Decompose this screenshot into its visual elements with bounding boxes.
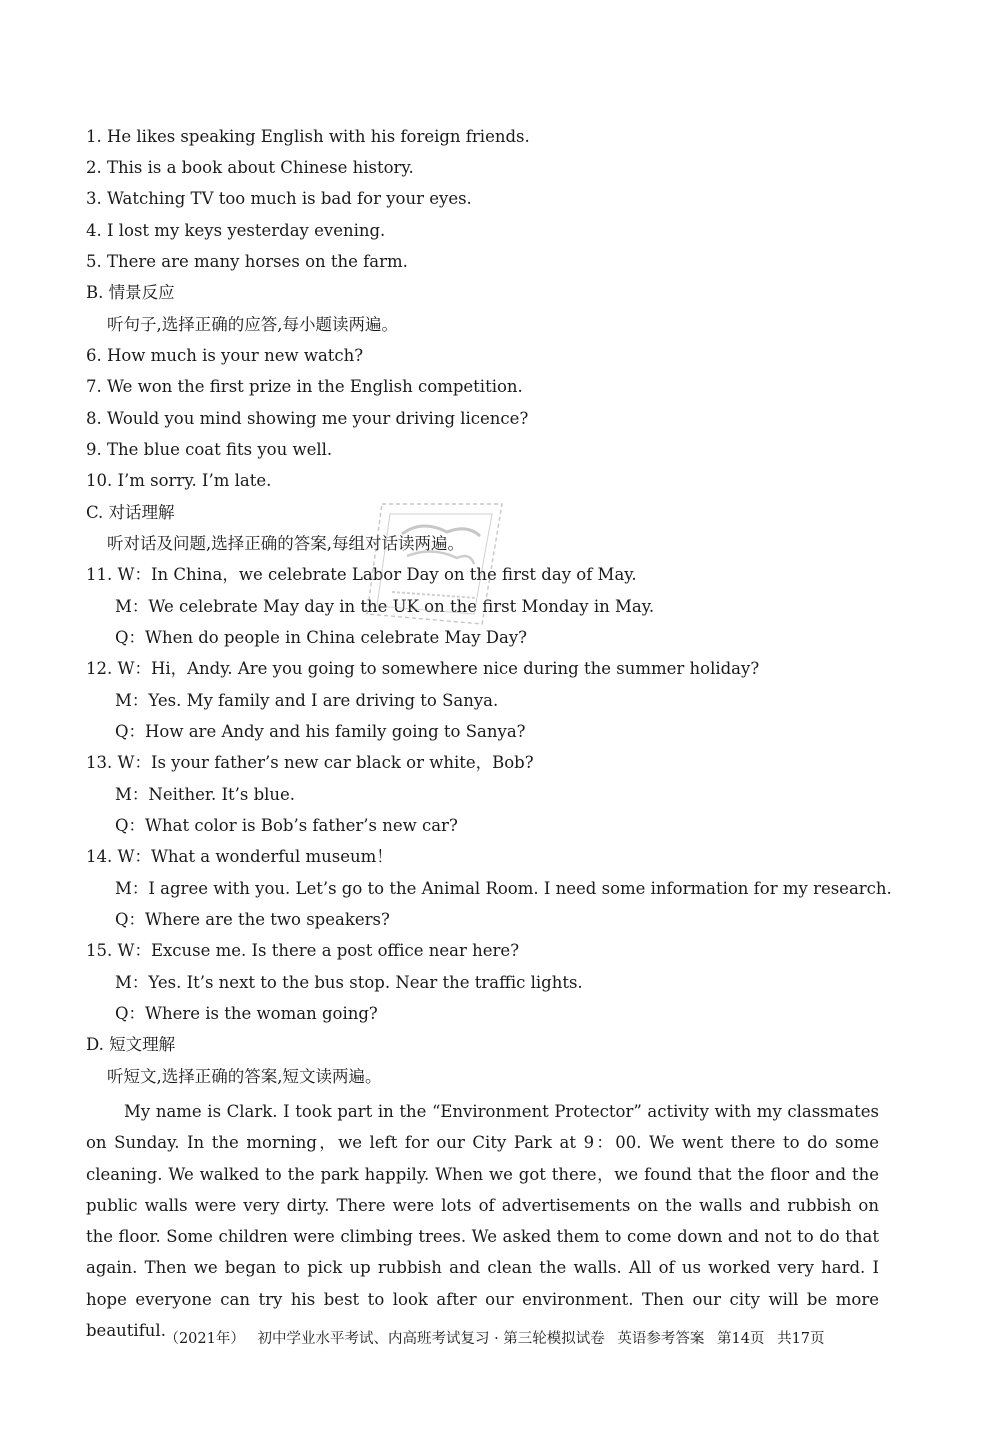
footer-page-total: 共17页 xyxy=(777,1331,825,1347)
dialogue-14-q: Q：Where are the two speakers? xyxy=(115,910,390,929)
dialogue-13-q: Q：What color is Bob’s father’s new car? xyxy=(115,816,458,835)
dialogue-13-m: M：Neither. It’s blue. xyxy=(115,785,296,804)
sentence-4: 4. I lost my keys yesterday evening. xyxy=(86,221,386,240)
dialogue-11-m: M：We celebrate May day in the UK on the first Monday in May. xyxy=(115,597,655,616)
footer-page-number: 第14页 xyxy=(717,1331,765,1347)
dialogue-15-q: Q：Where is the woman going? xyxy=(115,1004,378,1023)
section-b-instruction: 听句子,选择正确的应答,每小题读两遍。 xyxy=(107,315,398,334)
dialogue-14-m: M：I agree with you. Let’s go to the Animal Room. I need some information for my research. xyxy=(115,879,892,898)
dialogue-11-w: 11. W：In China，we celebrate Labor Day on the first day of May. xyxy=(86,565,637,584)
sentence-1: 1. He likes speaking English with his foreign friends. xyxy=(86,127,530,146)
sentence-2: 2. This is a book about Chinese history. xyxy=(86,158,414,177)
dialogue-13-w: 13. W：Is your father’s new car black or white，Bob? xyxy=(86,753,534,772)
dialogue-12-w: 12. W：Hi，Andy. Are you going to somewhere nice during the summer holiday? xyxy=(86,659,760,678)
question-7: 7. We won the first prize in the English competition. xyxy=(86,377,523,396)
sentence-5: 5. There are many horses on the farm. xyxy=(86,252,408,271)
section-b-heading: B. 情景反应 xyxy=(86,283,175,302)
passage-paragraph: My name is Clark. I took part in the “Environment Protector” activity with my classmates on Sunday. In the morning，we left for our City Park at 9：00. We went there to do some cleaning. We walked to the park happily. When we got there，we found that the floor and the public walls were very dirty. There were lots of advertisements on the walls and rubbish on the floor. Some children were climbing trees. We asked them to come down and not to do that again. Then we began to pick up rubbish and clean the walls. All of us worked very hard. I hope everyone can try his best to look after our environment. Then our city will be more beautiful. xyxy=(86,1102,879,1341)
question-9: 9. The blue coat fits you well. xyxy=(86,440,333,459)
section-d-heading: D. 短文理解 xyxy=(86,1035,176,1054)
dialogue-12-q: Q：How are Andy and his family going to Sanya? xyxy=(115,722,526,741)
question-6: 6. How much is your new watch? xyxy=(86,346,364,365)
dialogue-14-w: 14. W：What a wonderful museum！ xyxy=(86,847,393,866)
sentence-3: 3. Watching TV too much is bad for your eyes. xyxy=(86,189,472,208)
footer-subject: 英语参考答案 xyxy=(617,1331,705,1347)
question-10: 10. I’m sorry. I’m late. xyxy=(86,471,272,490)
section-c-heading: C. 对话理解 xyxy=(86,503,175,522)
dialogue-15-m: M：Yes. It’s next to the bus stop. Near the traffic lights. xyxy=(115,973,583,992)
footer-year: （2021年） xyxy=(164,1331,245,1347)
page-footer xyxy=(0,1329,989,1349)
dialogue-11-q: Q：When do people in China celebrate May Day? xyxy=(115,628,527,647)
question-8: 8. Would you mind showing me your driving licence? xyxy=(86,409,529,428)
dialogue-15-w: 15. W：Excuse me. Is there a post office near here? xyxy=(86,941,520,960)
section-c-instruction: 听对话及问题,选择正确的答案,每组对话读两遍。 xyxy=(107,534,464,553)
section-d-instruction: 听短文,选择正确的答案,短文读两遍。 xyxy=(107,1067,382,1086)
footer-exam-title: 初中学业水平考试、内高班考试复习 · 第三轮模拟试卷 xyxy=(257,1331,605,1347)
dialogue-12-m: M：Yes. My family and I are driving to Sanya. xyxy=(115,691,499,710)
